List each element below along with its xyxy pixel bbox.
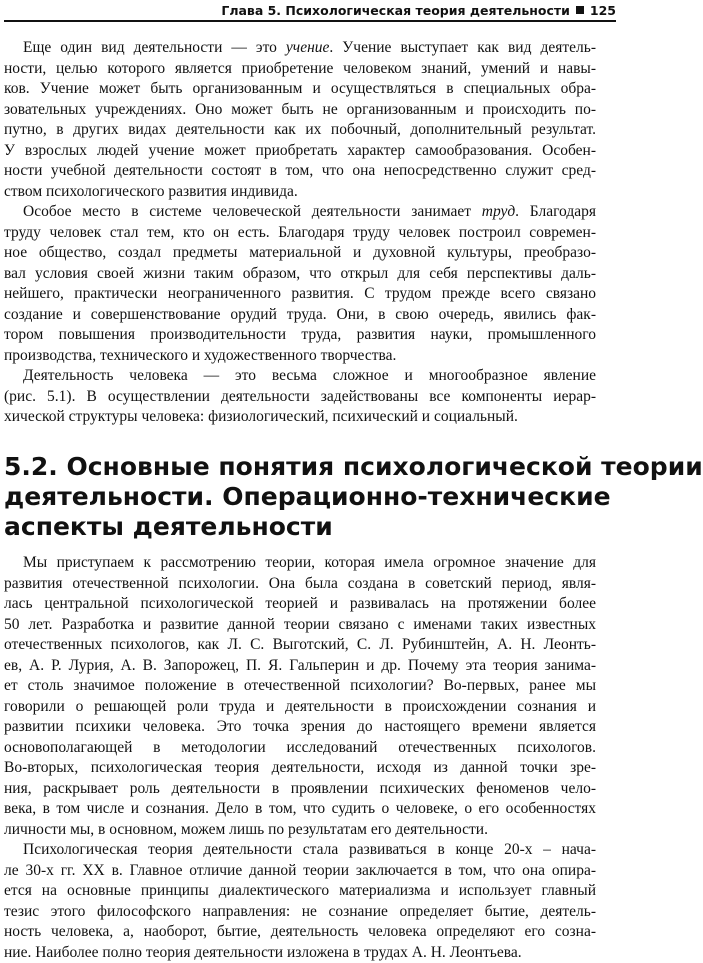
text-line: Особое место в системе человеческой деятельности занимает труд. Благодаря [4,202,596,223]
text-line: ством психологического развития индивида. [4,182,596,203]
heading-line: аспекты деятельности [4,512,616,542]
text-line: путно, в других видах деятельности как их побочный, дополнительный результат. [4,120,596,141]
square-bullet-icon [576,6,584,14]
paragraph-learning [4,38,596,202]
text-line: ности, целью которого является приобретение человеком знаний, умений и навы- [4,59,596,80]
text-line: ние. Наиболее полно теория деятельности изложена в трудах А. Н. Леонтьева. [4,943,596,963]
text-line: отечественных психологов, как Л. С. Выготский, С. Л. Рубинштейн, А. Н. Леонть- [4,635,596,656]
text-line: ев, А. Р. Лурия, А. В. Запорожец, П. Я. Гальперин и др. Почему эта теория занима- [4,656,596,677]
text-line: нейшего, практически неограниченного развития. С трудом прежде всего связано [4,284,596,305]
paragraph-theory-origin [4,840,596,963]
paragraph-theory-intro [4,553,596,840]
body-text-top [4,38,596,428]
text-line: 50 лет. Разработка и развитие данной теории связано с именами таких известных [4,615,596,636]
emphasis-labor: труд [482,203,515,220]
text-line: Психологическая теория деятельности стала развиваться в конце 20-х – нача- [4,840,596,861]
paragraph-activity [4,366,596,428]
text-line: создание и совершенствование орудий труда. Они, в свою очередь, явились фак- [4,305,596,326]
heading-line: 5.2. Основные понятия психологической теории [4,452,616,482]
text-line: Во-вторых, психологическая теория деятельности, исходя из данной точки зре- [4,758,596,779]
body-text-bottom [4,553,596,963]
text-line: тезис этого философского направления: не сознание определяет бытие, деятель- [4,902,596,923]
chapter-title: Глава 5. Психологическая теория деятельности [221,3,570,18]
text-line: Деятельность человека — это весьма сложное и многообразное явление [4,366,596,387]
page-number: 125 [590,3,616,18]
text-line: развития отечественной психологии. Она была создана в советский период, явля- [4,574,596,595]
text-line: зовательных учреждениях. Оно может быть не организованным и происходить по- [4,100,596,121]
text-line: личности мы, в основном, можем лишь по результатам его деятельности. [4,820,596,841]
text-line: производства, технического и художественного творчества. [4,346,596,367]
text-line: основополагающей в методологии исследований отечественных психологов. [4,738,596,759]
text-line: говорили о решающей роли труда и деятельности в происхождении сознания и [4,697,596,718]
section-heading [4,452,616,542]
text-line: ния, раскрывает роль деятельности в проявлении психических феноменов чело- [4,779,596,800]
text-line: ности учебной деятельности состоят в том, что она непосредственно служит сред- [4,161,596,182]
text-line: (рис. 5.1). В осуществлении деятельности задействованы все компоненты иерар- [4,387,596,408]
running-head [4,0,616,22]
text-line: Еще один вид деятельности — это учение. Учение выступает как вид деятель- [4,38,596,59]
text-line: ле 30-х гг. XX в. Главное отличие данной теории заключается в том, что она опира- [4,861,596,882]
text-line: У взрослых людей учение может приобретать характер самообразования. Особен- [4,141,596,162]
text-line: ное общество, создал предметы материальной и духовной культуры, преобразо- [4,243,596,264]
text-line: развитии психики человека. Это точка зрения до настоящего времени является [4,717,596,738]
text-line: века, в том числе и сознания. Дело в том, что судить о человеке, о его особенностях [4,799,596,820]
text-line: ков. Учение может быть организованным и осуществляться в специальных обра- [4,79,596,100]
paragraph-labor [4,202,596,366]
text-line: труду человек стал тем, кто он есть. Благодаря труду человек построил современ- [4,223,596,244]
text-line: хической структуры человека: физиологический, психический и социальный. [4,407,596,428]
text-line: тором повышения производительности труда, развития науки, промышленного [4,325,596,346]
text-line: лась центральной психологической теорией и развивалась на протяжении более [4,594,596,615]
text-line: ность человека, а, наоборот, бытие, деятельность человека определяют его созна- [4,922,596,943]
heading-line: деятельности. Операционно-технические [4,482,616,512]
text-line: Мы приступаем к рассмотрению теории, которая имела огромное значение для [4,553,596,574]
text-line: ется на основные принципы диалектического материализма и использует главный [4,881,596,902]
text-line: ет столь значимое положение в отечественной психологии? Во-первых, ранее мы [4,676,596,697]
emphasis-learning: учение [286,39,329,56]
text-line: вал условия своей жизни таким образом, что открыл для себя перспективы даль- [4,264,596,285]
